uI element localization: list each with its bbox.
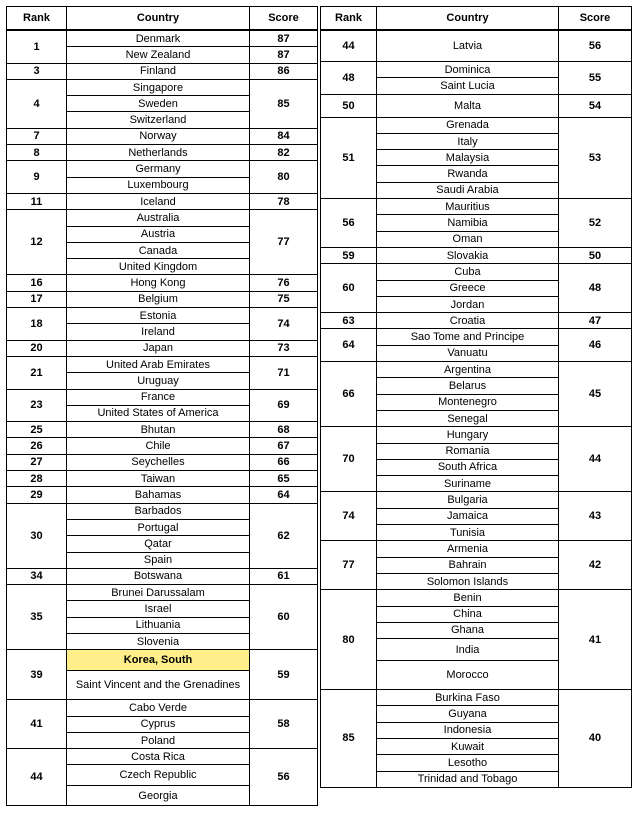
country-cell: Belgium — [67, 291, 250, 307]
country-cell: United Kingdom — [67, 259, 250, 275]
rank-cell: 44 — [7, 749, 67, 806]
country-cell: Switzerland — [67, 112, 250, 128]
rank-cell: 56 — [321, 199, 377, 248]
rank-cell: 26 — [7, 438, 67, 454]
score-cell: 41 — [559, 590, 632, 690]
table-row — [321, 264, 632, 280]
score-cell: 84 — [250, 128, 318, 144]
country-cell: Burkina Faso — [377, 690, 559, 706]
country-cell: Vanuatu — [377, 345, 559, 361]
table-row — [7, 145, 318, 161]
rank-cell: 23 — [7, 389, 67, 422]
table-row — [7, 340, 318, 356]
country-cell: Germany — [67, 161, 250, 177]
country-cell: Indonesia — [377, 722, 559, 738]
country-cell: Ghana — [377, 622, 559, 638]
table-row — [321, 541, 632, 557]
country-cell: Hungary — [377, 427, 559, 443]
score-cell: 44 — [559, 427, 632, 492]
country-cell: Finland — [67, 63, 250, 79]
score-cell: 82 — [250, 145, 318, 161]
table-row — [7, 161, 318, 177]
country-cell: Belarus — [377, 378, 559, 394]
country-cell: Bahrain — [377, 557, 559, 573]
score-cell: 80 — [250, 161, 318, 194]
country-cell: Trinidad and Tobago — [377, 771, 559, 787]
score-cell: 87 — [250, 30, 318, 47]
table-row — [321, 329, 632, 345]
table-row — [321, 492, 632, 508]
country-cell: Latvia — [377, 30, 559, 62]
score-cell: 46 — [559, 329, 632, 362]
table-row — [321, 690, 632, 706]
country-cell: Hong Kong — [67, 275, 250, 291]
table-row — [7, 210, 318, 226]
country-cell: Malta — [377, 94, 559, 117]
table-row — [321, 62, 632, 78]
rank-cell: 64 — [321, 329, 377, 362]
country-cell: Luxembourg — [67, 177, 250, 193]
country-header: Country — [67, 7, 250, 31]
country-cell: Czech Republic — [67, 765, 250, 786]
rank-cell: 80 — [321, 590, 377, 690]
country-cell: Guyana — [377, 706, 559, 722]
country-cell: Grenada — [377, 117, 559, 133]
table-row — [321, 94, 632, 117]
table-row — [321, 362, 632, 378]
table-row — [7, 422, 318, 438]
country-cell: Dominica — [377, 62, 559, 78]
score-cell: 85 — [250, 79, 318, 128]
country-cell: Cabo Verde — [67, 700, 250, 716]
rank-cell: 85 — [321, 690, 377, 788]
country-cell: Iceland — [67, 193, 250, 209]
country-cell: Netherlands — [67, 145, 250, 161]
score-cell: 68 — [250, 422, 318, 438]
rank-cell: 60 — [321, 264, 377, 313]
country-cell: Taiwan — [67, 471, 250, 487]
country-cell: France — [67, 389, 250, 405]
score-cell: 67 — [250, 438, 318, 454]
rank-cell: 66 — [321, 362, 377, 427]
country-cell: Montenegro — [377, 394, 559, 410]
table-row — [7, 585, 318, 601]
table-row — [7, 79, 318, 95]
country-cell: Singapore — [67, 79, 250, 95]
country-cell: Barbados — [67, 503, 250, 519]
score-cell: 50 — [559, 247, 632, 263]
score-cell: 78 — [250, 193, 318, 209]
country-cell: Italy — [377, 133, 559, 149]
score-cell: 42 — [559, 541, 632, 590]
country-cell: Benin — [377, 590, 559, 606]
table-row — [321, 590, 632, 606]
rank-header: Rank — [321, 7, 377, 31]
rank-cell: 30 — [7, 503, 67, 568]
country-cell: Japan — [67, 340, 250, 356]
rank-cell: 59 — [321, 247, 377, 263]
country-cell: Botswana — [67, 568, 250, 584]
table-row — [321, 247, 632, 263]
country-cell: Romania — [377, 443, 559, 459]
country-cell: Malaysia — [377, 150, 559, 166]
country-cell: Bulgaria — [377, 492, 559, 508]
country-cell: Namibia — [377, 215, 559, 231]
score-cell: 76 — [250, 275, 318, 291]
country-cell: India — [377, 639, 559, 661]
rank-cell: 18 — [7, 308, 67, 341]
country-cell: Oman — [377, 231, 559, 247]
country-cell: Saint Vincent and the Grenadines — [67, 671, 250, 700]
country-cell: Cuba — [377, 264, 559, 280]
country-cell: China — [377, 606, 559, 622]
rank-header: Rank — [7, 7, 67, 31]
score-cell: 74 — [250, 308, 318, 341]
score-cell: 52 — [559, 199, 632, 248]
table-row — [7, 389, 318, 405]
table-row — [7, 291, 318, 307]
country-cell: Qatar — [67, 536, 250, 552]
rank-cell: 12 — [7, 210, 67, 275]
table-row — [321, 199, 632, 215]
country-cell: Greece — [377, 280, 559, 296]
ranking-table-left — [6, 6, 317, 806]
country-cell: Georgia — [67, 786, 250, 806]
rank-cell: 41 — [7, 700, 67, 749]
rank-cell: 77 — [321, 541, 377, 590]
table-row — [321, 313, 632, 329]
country-cell: Austria — [67, 226, 250, 242]
rank-cell: 70 — [321, 427, 377, 492]
country-cell: United Arab Emirates — [67, 356, 250, 372]
rank-cell: 9 — [7, 161, 67, 194]
table-row — [7, 487, 318, 503]
country-cell: Croatia — [377, 313, 559, 329]
score-cell: 45 — [559, 362, 632, 427]
country-cell: Uruguay — [67, 373, 250, 389]
country-cell: Lesotho — [377, 755, 559, 771]
country-cell: Tunisia — [377, 525, 559, 541]
table-row — [7, 503, 318, 519]
rank-cell: 29 — [7, 487, 67, 503]
table-row — [7, 749, 318, 765]
country-cell: Morocco — [377, 661, 559, 690]
table-row — [321, 427, 632, 443]
table-row — [7, 650, 318, 671]
score-cell: 47 — [559, 313, 632, 329]
table-row — [7, 454, 318, 470]
rank-cell: 17 — [7, 291, 67, 307]
rank-cell: 7 — [7, 128, 67, 144]
country-cell: Seychelles — [67, 454, 250, 470]
country-cell: South Africa — [377, 459, 559, 475]
score-cell: 56 — [559, 30, 632, 62]
country-cell: Rwanda — [377, 166, 559, 182]
score-cell: 71 — [250, 356, 318, 389]
country-cell: Australia — [67, 210, 250, 226]
score-cell: 75 — [250, 291, 318, 307]
country-cell: Sao Tome and Principe — [377, 329, 559, 345]
country-cell: Slovenia — [67, 633, 250, 649]
rank-cell: 25 — [7, 422, 67, 438]
country-cell: Solomon Islands — [377, 573, 559, 589]
rank-cell: 44 — [321, 30, 377, 62]
country-cell: Bahamas — [67, 487, 250, 503]
score-cell: 48 — [559, 264, 632, 313]
rank-cell: 28 — [7, 471, 67, 487]
score-cell: 62 — [250, 503, 318, 568]
score-cell: 86 — [250, 63, 318, 79]
country-cell: Cyprus — [67, 716, 250, 732]
country-cell: Spain — [67, 552, 250, 568]
table-row — [7, 308, 318, 324]
country-cell: Poland — [67, 732, 250, 748]
score-cell: 58 — [250, 700, 318, 749]
table-row — [7, 30, 318, 47]
score-cell: 56 — [250, 749, 318, 806]
table-row — [321, 30, 632, 62]
rank-cell: 3 — [7, 63, 67, 79]
rank-cell: 34 — [7, 568, 67, 584]
country-header: Country — [377, 7, 559, 31]
score-cell: 73 — [250, 340, 318, 356]
country-cell: Kuwait — [377, 738, 559, 754]
country-cell: Brunei Darussalam — [67, 585, 250, 601]
table-row — [321, 117, 632, 133]
country-cell: Norway — [67, 128, 250, 144]
score-cell: 55 — [559, 62, 632, 95]
score-cell: 59 — [250, 650, 318, 700]
country-cell: Chile — [67, 438, 250, 454]
rank-cell: 20 — [7, 340, 67, 356]
rank-cell: 63 — [321, 313, 377, 329]
country-cell: Sweden — [67, 96, 250, 112]
table-row — [7, 63, 318, 79]
rank-cell: 51 — [321, 117, 377, 198]
rank-cell: 1 — [7, 30, 67, 63]
country-cell: Saint Lucia — [377, 78, 559, 94]
rank-cell: 35 — [7, 585, 67, 650]
country-cell: Jamaica — [377, 508, 559, 524]
rank-cell: 16 — [7, 275, 67, 291]
score-cell: 43 — [559, 492, 632, 541]
rank-cell: 39 — [7, 650, 67, 700]
table-row — [7, 438, 318, 454]
score-cell: 66 — [250, 454, 318, 470]
score-cell: 61 — [250, 568, 318, 584]
table-row — [7, 700, 318, 716]
country-cell: Ireland — [67, 324, 250, 340]
rank-cell: 8 — [7, 145, 67, 161]
country-cell: Argentina — [377, 362, 559, 378]
rank-cell: 4 — [7, 79, 67, 128]
score-cell: 77 — [250, 210, 318, 275]
ranking-table-right — [320, 6, 631, 788]
country-cell: Canada — [67, 242, 250, 258]
country-cell: Suriname — [377, 476, 559, 492]
country-cell: United States of America — [67, 405, 250, 421]
country-cell: Bhutan — [67, 422, 250, 438]
country-cell: Denmark — [67, 30, 250, 47]
rank-cell: 50 — [321, 94, 377, 117]
rank-cell: 74 — [321, 492, 377, 541]
table-row — [7, 193, 318, 209]
score-cell: 64 — [250, 487, 318, 503]
country-cell: New Zealand — [67, 47, 250, 63]
country-cell: Armenia — [377, 541, 559, 557]
score-cell: 87 — [250, 47, 318, 63]
country-cell: Jordan — [377, 296, 559, 312]
country-cell: Slovakia — [377, 247, 559, 263]
score-cell: 53 — [559, 117, 632, 198]
rank-cell: 21 — [7, 356, 67, 389]
country-cell: Israel — [67, 601, 250, 617]
country-cell: Mauritius — [377, 199, 559, 215]
table-row — [7, 356, 318, 372]
score-header: Score — [250, 7, 318, 31]
score-cell: 69 — [250, 389, 318, 422]
country-cell: Lithuania — [67, 617, 250, 633]
score-cell: 40 — [559, 690, 632, 788]
rank-cell: 48 — [321, 62, 377, 95]
country-cell: Senegal — [377, 410, 559, 426]
table-row — [7, 471, 318, 487]
country-cell: Estonia — [67, 308, 250, 324]
rank-cell: 27 — [7, 454, 67, 470]
score-cell: 65 — [250, 471, 318, 487]
country-cell: Korea, South — [67, 650, 250, 671]
country-cell: Costa Rica — [67, 749, 250, 765]
score-header: Score — [559, 7, 632, 31]
rank-cell: 11 — [7, 193, 67, 209]
table-row — [7, 128, 318, 144]
table-row — [7, 275, 318, 291]
country-cell: Saudi Arabia — [377, 182, 559, 198]
score-cell: 60 — [250, 585, 318, 650]
table-row — [7, 568, 318, 584]
score-cell: 54 — [559, 94, 632, 117]
country-cell: Portugal — [67, 519, 250, 535]
